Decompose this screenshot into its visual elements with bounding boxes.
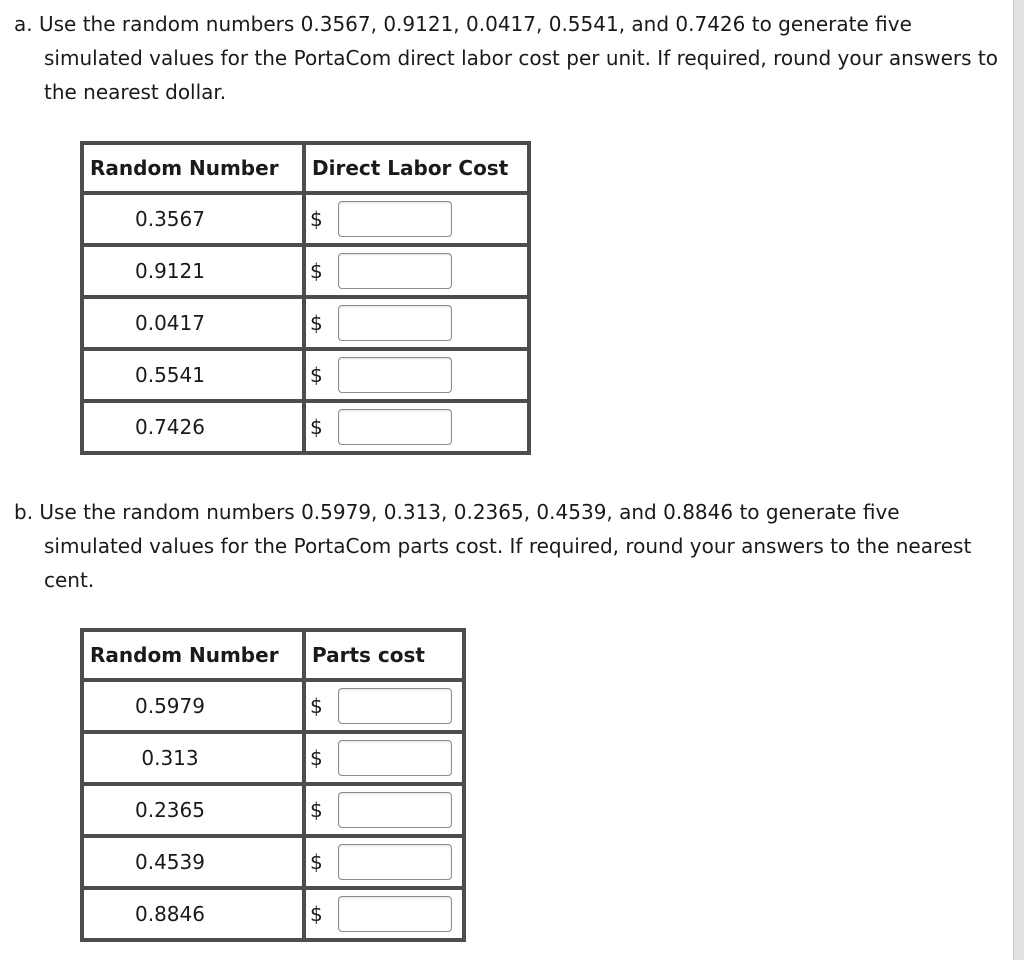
random-number-cell: 0.2365 <box>82 784 304 836</box>
parts-cost-table <box>80 628 466 942</box>
table-row <box>82 680 464 732</box>
table-row <box>82 784 464 836</box>
table-row <box>82 732 464 784</box>
dollar-sign: $ <box>310 798 323 822</box>
table-header-row <box>82 143 529 193</box>
header-random-number: Random Number <box>82 143 304 193</box>
answer-cell <box>304 193 529 245</box>
parts-cost-input-3[interactable] <box>338 792 452 828</box>
dollar-sign: $ <box>310 207 323 231</box>
question-a-text: a. Use the random numbers 0.3567, 0.9121, 0.0417, 0.5541, and 0.7426 to generate five simulated values for the PortaCom direct labor cost per unit. If required, round your answers to the nearest dollar. <box>14 12 998 104</box>
direct-labor-cost-input-1[interactable] <box>338 201 452 237</box>
answer-cell <box>304 297 529 349</box>
direct-labor-cost-input-2[interactable] <box>338 253 452 289</box>
answer-cell <box>304 888 464 940</box>
answer-cell <box>304 401 529 453</box>
answer-cell <box>304 349 529 401</box>
random-number-cell: 0.3567 <box>82 193 304 245</box>
answer-cell <box>304 836 464 888</box>
dollar-sign: $ <box>310 415 323 439</box>
question-b-text: b. Use the random numbers 0.5979, 0.313, 0.2365, 0.4539, and 0.8846 to generate five simulated values for the PortaCom parts cost. If required, round your answers to the nearest cent. <box>14 500 972 592</box>
random-number-cell: 0.7426 <box>82 401 304 453</box>
table-row <box>82 297 529 349</box>
parts-cost-input-5[interactable] <box>338 896 452 932</box>
parts-cost-input-2[interactable] <box>338 740 452 776</box>
answer-cell <box>304 784 464 836</box>
random-number-cell: 0.9121 <box>82 245 304 297</box>
parts-cost-input-1[interactable] <box>338 688 452 724</box>
header-random-number: Random Number <box>82 630 304 680</box>
random-number-cell: 0.313 <box>82 732 304 784</box>
table-row <box>82 836 464 888</box>
table-row <box>82 193 529 245</box>
table-row <box>82 401 529 453</box>
dollar-sign: $ <box>310 311 323 335</box>
random-number-cell: 0.0417 <box>82 297 304 349</box>
direct-labor-table <box>80 141 531 455</box>
random-number-cell: 0.5979 <box>82 680 304 732</box>
direct-labor-cost-input-3[interactable] <box>338 305 452 341</box>
direct-labor-cost-input-4[interactable] <box>338 357 452 393</box>
table-row <box>82 888 464 940</box>
header-parts-cost: Parts cost <box>304 630 464 680</box>
parts-cost-input-4[interactable] <box>338 844 452 880</box>
direct-labor-cost-input-5[interactable] <box>338 409 452 445</box>
dollar-sign: $ <box>310 259 323 283</box>
dollar-sign: $ <box>310 902 323 926</box>
dollar-sign: $ <box>310 850 323 874</box>
table-row <box>82 349 529 401</box>
table-row <box>82 245 529 297</box>
dollar-sign: $ <box>310 363 323 387</box>
dollar-sign: $ <box>310 694 323 718</box>
answer-cell <box>304 732 464 784</box>
random-number-cell: 0.4539 <box>82 836 304 888</box>
answer-cell <box>304 245 529 297</box>
dollar-sign: $ <box>310 746 323 770</box>
random-number-cell: 0.8846 <box>82 888 304 940</box>
question-b <box>14 495 1002 597</box>
question-a <box>14 7 1002 109</box>
header-direct-labor-cost: Direct Labor Cost <box>304 143 529 193</box>
answer-cell <box>304 680 464 732</box>
scrollbar-track[interactable] <box>1013 0 1024 960</box>
random-number-cell: 0.5541 <box>82 349 304 401</box>
table-header-row <box>82 630 464 680</box>
